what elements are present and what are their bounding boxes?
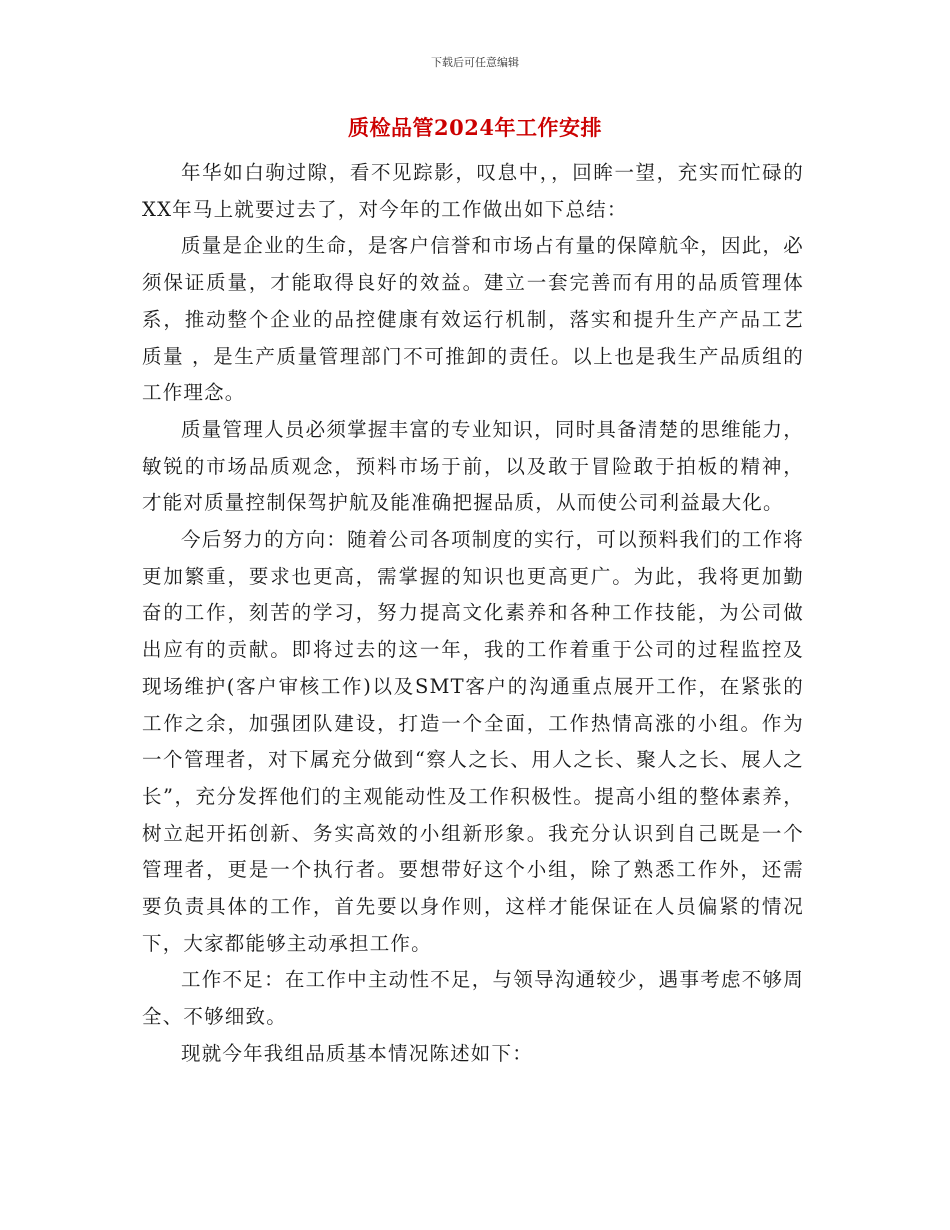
paragraph-staff: 质量管理人员必须掌握丰富的专业知识，同时具备清楚的思维能力，敏锐的市场品质观念，预料市场于前，以及敢于冒险敢于拍板的精神，才能对质量控制保驾护航及能准确把握品质，从而使公司利益最大化。 [142, 417, 804, 515]
paragraph-intro: 年华如白驹过隙，看不见踪影，叹息中，，回眸一望，充实而忙碌的XX年马上就要过去了，对今年的工作做出如下总结： [142, 161, 804, 221]
header-note: 下载后可任意编辑 [431, 56, 519, 69]
document-body [142, 155, 804, 1073]
document-title: 质检品管2024年工作安排 [348, 115, 602, 140]
paragraph-shortcomings: 工作不足：在工作中主动性不足，与领导沟通较少，遇事考虑不够周全、不够细致。 [142, 968, 804, 1029]
paragraph-direction: 今后努力的方向：随着公司各项制度的实行，可以预料我们的工作将更加繁重，要求也更高，需掌握的知识也更高更广。为此，我将更加勤奋的工作，刻苦的学习，努力提高文化素养和各种工作技能，为公司做出应有的贡献。即将过去的这一年，我的工作着重于公司的过程监控及现场维护(客户审核工作)以及SMT客户的沟通重点展开工作，在紧张的工作之余，加强团队建设，打造一个全面，工作热情高涨的小组。作为一个管理者，对下属充分做到“察人之长、用人之长、聚人之长、展人之长”，充分发挥他们的主观能动性及工作积极性。提高小组的整体素养，树立起开拓创新、务实高效的小组新形象。我充分认识到自己既是一个管理者，更是一个执行者。要想带好这个小组，除了熟悉工作外，还需要负责具体的工作，首先要以身作则，这样才能保证在人员偏紧的情况下，大家都能够主动承担工作。 [142, 528, 804, 955]
paragraph-summary-lead: 现就今年我组品质基本情况陈述如下： [181, 1041, 533, 1065]
paragraph-quality: 质量是企业的生命，是客户信誉和市场占有量的保障航伞，因此，必须保证质量，才能取得良好的效益。建立一套完善而有用的品质管理体系，推动整个企业的品控健康有效运行机制，落实和提升生产产品工艺质量 ，是生产质量管理部门不可推卸的责任。以上也是我生产品质组的工作理念。 [142, 234, 804, 405]
